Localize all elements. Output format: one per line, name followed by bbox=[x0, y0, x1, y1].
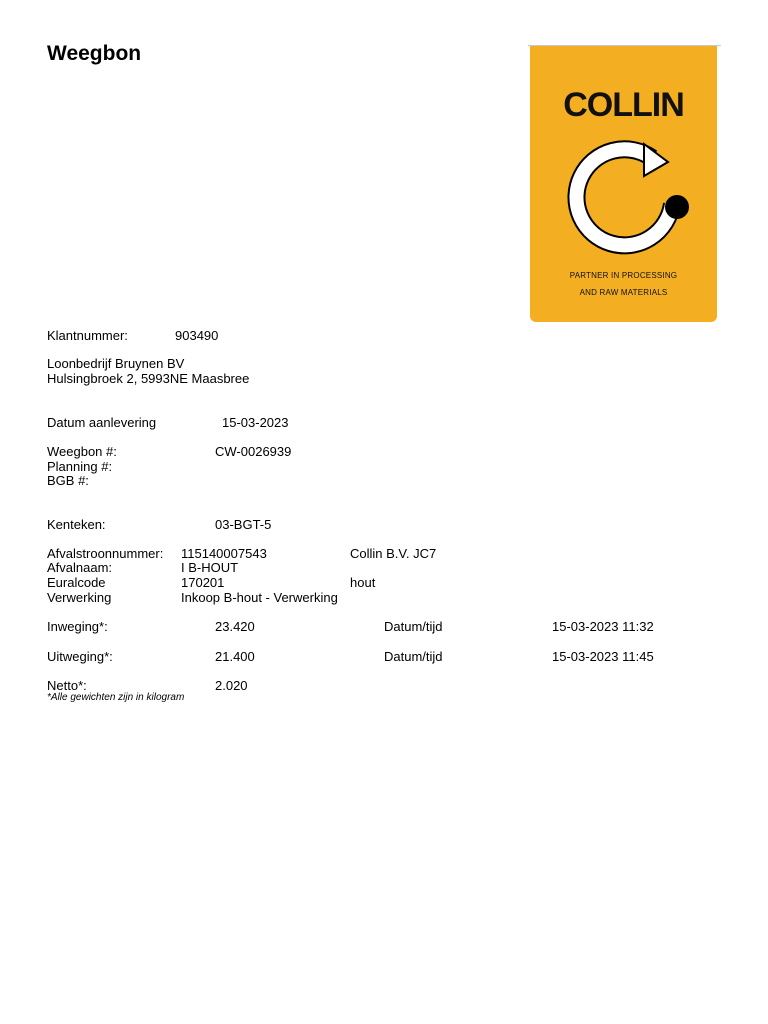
euralcode-value: 170201 bbox=[181, 575, 225, 590]
kenteken-value: 03-BGT-5 bbox=[215, 517, 272, 532]
customer-name: Loonbedrijf Bruynen BV bbox=[47, 356, 185, 371]
waste-stream-extra: Collin B.V. JC7 bbox=[350, 546, 437, 561]
euralcode-extra: hout bbox=[350, 575, 376, 590]
euralcode-label: Euralcode bbox=[47, 575, 106, 590]
delivery-date-value: 15-03-2023 bbox=[222, 415, 289, 430]
weigh-out-value: 21.400 bbox=[215, 649, 255, 664]
weigh-in-label: Inweging*: bbox=[47, 619, 108, 634]
weigh-out-datetime-value: 15-03-2023 11:45 bbox=[552, 649, 654, 664]
logo-brand: COLLIN bbox=[563, 86, 684, 124]
weigh-in-datetime-value: 15-03-2023 11:32 bbox=[552, 619, 654, 634]
weigh-out-label: Uitweging*: bbox=[47, 649, 113, 664]
document-title: Weegbon bbox=[47, 42, 142, 65]
waste-name-label: Afvalnaam: bbox=[47, 560, 113, 575]
circular-arrow-icon bbox=[560, 134, 690, 259]
waste-stream-label: Afvalstroonnummer: bbox=[47, 546, 164, 561]
weight-footnote: *Alle gewichten zijn in kilogram bbox=[47, 692, 185, 703]
logo-tagline-2: AND RAW MATERIALS bbox=[579, 288, 668, 297]
kenteken-label: Kenteken: bbox=[47, 517, 106, 532]
weigh-out-datetime-label: Datum/tijd bbox=[384, 649, 443, 664]
waste-name-value: I B-HOUT bbox=[181, 560, 239, 575]
weigh-in-value: 23.420 bbox=[215, 619, 255, 634]
customer-number-label: Klantnummer: bbox=[47, 328, 128, 343]
net-weight-label: Netto*: bbox=[47, 678, 87, 693]
logo-tagline-1: PARTNER IN PROCESSING bbox=[569, 271, 678, 280]
net-weight-value: 2.020 bbox=[215, 678, 248, 693]
delivery-date-label: Datum aanlevering bbox=[47, 415, 157, 430]
planning-label: Planning #: bbox=[47, 459, 113, 474]
weegbon-value: CW-0026939 bbox=[215, 444, 292, 459]
bgb-label: BGB #: bbox=[47, 473, 89, 488]
processing-value: Inkoop B-hout - Verwerking bbox=[181, 590, 338, 605]
collin-logo bbox=[530, 46, 717, 322]
processing-label: Verwerking bbox=[47, 590, 112, 605]
customer-number-value: 903490 bbox=[175, 328, 219, 343]
waste-stream-value: 115140007543 bbox=[181, 546, 267, 561]
weigh-in-datetime-label: Datum/tijd bbox=[384, 619, 443, 634]
weegbon-label: Weegbon #: bbox=[47, 444, 117, 459]
customer-address: Hulsingbroek 2, 5993NE Maasbree bbox=[47, 371, 250, 386]
